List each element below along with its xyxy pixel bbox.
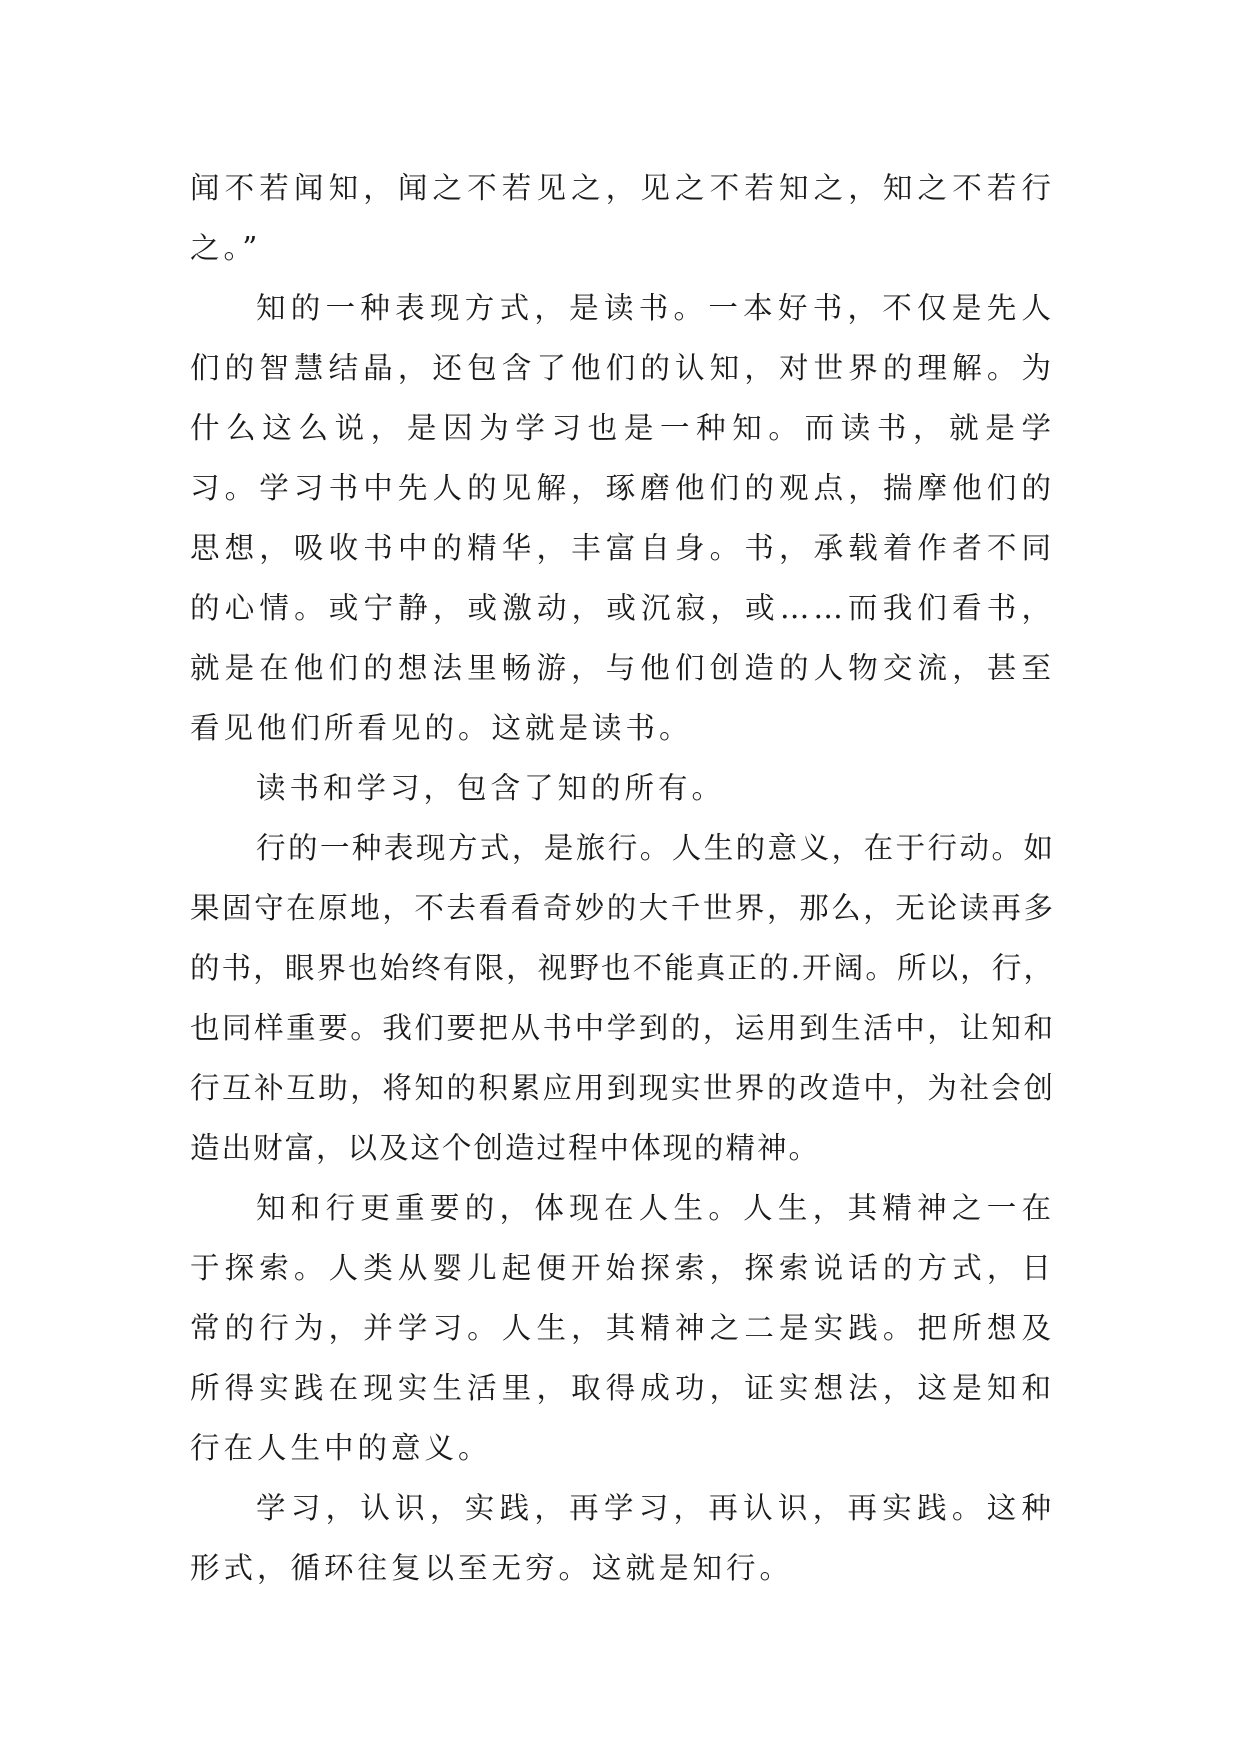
paragraph-conclusion: 学习，认识，实践，再学习，再认识，再实践。这种形式，循环往复以至无穷。这就是知行。	[190, 1491, 1055, 1585]
essay-body	[190, 158, 1055, 1598]
paragraph-reading-summary: 读书和学习，包含了知的所有。	[256, 771, 726, 805]
paragraph-reading: 知的一种表现方式，是读书。一本好书，不仅是先人们的智慧结晶，还包含了他们的认知，对世界的理解。为什么这么说，是因为学习也是一种知。而读书，就是学习。学习书中先人的见解，琢磨他们的观点，揣摩他们的思想，吸收书中的精华，丰富自身。书，承载着作者不同的心情。或宁静，或激动，或沉寂，或……而我们看书，就是在他们的想法里畅游，与他们创造的人物交流，甚至看见他们所看见的。这就是读书。	[190, 291, 1055, 745]
paragraph-travel: 行的一种表现方式，是旅行。人生的意义，在于行动。如果固守在原地，不去看看奇妙的大千世界，那么，无论读再多的书，眼界也始终有限，视野也不能真正的.开阔。所以，行，也同样重要。我们要把从书中学到的，运用到生活中，让知和行互补互助，将知的积累应用到现实世界的改造中，为社会创造出财富，以及这个创造过程中体现的精神。	[190, 831, 1055, 1165]
paragraph-quote-end: 闻不若闻知，闻之不若见之，见之不若知之，知之不若行之。”	[190, 171, 1055, 265]
paragraph-life: 知和行更重要的，体现在人生。人生，其精神之一在于探索。人类从婴儿起便开始探索，探索说话的方式，日常的行为，并学习。人生，其精神之二是实践。把所想及所得实践在现实生活里，取得成功，证实想法，这是知和行在人生中的意义。	[190, 1191, 1055, 1465]
